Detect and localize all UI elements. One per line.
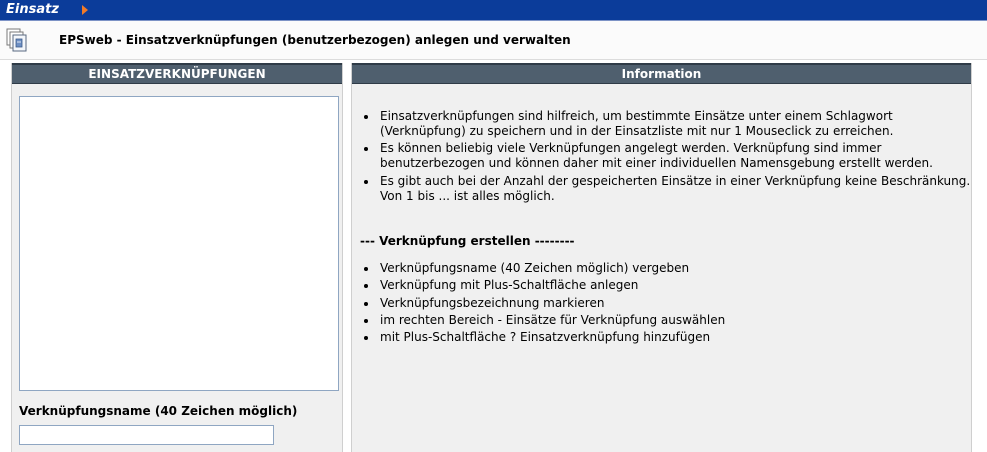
information-content [352, 84, 971, 348]
shortcut-name-input[interactable] [19, 425, 274, 445]
shortcuts-listbox[interactable] [19, 96, 339, 391]
list-item: • mit Plus-Schaltfläche ? Einsatzverknüpfung hinzufügen [378, 330, 971, 345]
shortcuts-panel-title: EINSATZVERKNÜPFUNGEN [12, 63, 342, 84]
list-item: • im rechten Bereich - Einsätze für Verknüpfung auswählen [378, 313, 971, 328]
shortcuts-panel [11, 63, 343, 452]
section-heading: --- Verknüpfung erstellen -------- [360, 233, 575, 248]
list-item: • Verknüpfungsname (40 Zeichen möglich) vergeben [378, 261, 971, 276]
list-item: • Es können beliebig viele Verknüpfungen angelegt werden. Verknüpfung sind immer benutzerbezogen und können daher mit einer individuellen Namensgebung erstellt werden. [378, 141, 971, 171]
arrow-right-icon[interactable] [82, 5, 88, 15]
list-item: • Einsatzverknüpfungen sind hilfreich, um bestimmte Einsätze unter einem Schlagwort (Verknüpfung) zu speichern und in der Einsatzliste mit nur 1 Mouseclick zu erreichen. [378, 109, 971, 139]
steps-list [352, 261, 971, 346]
top-menu-bar [0, 0, 987, 21]
page-header [0, 21, 987, 60]
list-item: • Es gibt auch bei der Anzahl der gespeicherten Einsätze in einer Verknüpfung keine Beschränkung. Von 1 bis ... ist alles möglich. [378, 174, 971, 204]
list-item: • Verknüpfung mit Plus-Schaltfläche anlegen [378, 278, 971, 293]
page-title: EPSweb - Einsatzverknüpfungen (benutzerbezogen) anlegen und verwalten [59, 33, 571, 47]
documents-stack-icon [6, 28, 28, 52]
menu-einsatz[interactable]: Einsatz [6, 2, 59, 17]
information-panel-title: Information [352, 63, 971, 84]
intro-list [352, 109, 971, 204]
shortcut-name-label: Verknüpfungsname (40 Zeichen möglich) [19, 404, 298, 418]
list-item: • Verknüpfungsbezeichnung markieren [378, 296, 971, 311]
information-panel [351, 63, 972, 452]
